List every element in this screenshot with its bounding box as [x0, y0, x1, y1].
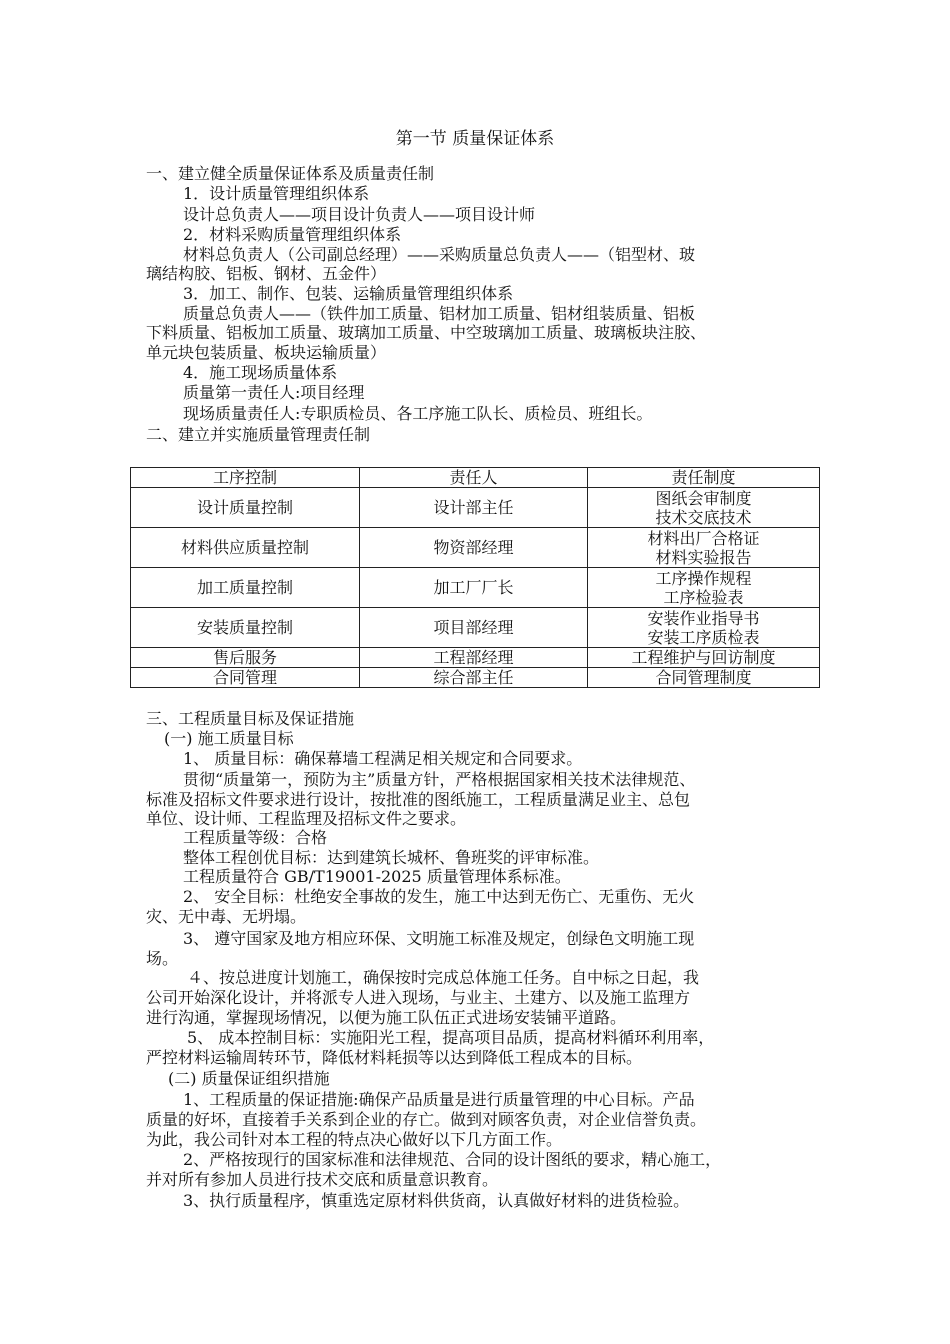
responsibility-table	[130, 467, 820, 688]
paragraph-line: ４、按总进度计划施工，确保按时完成总体施工任务。自中标之日起，我	[187, 968, 700, 987]
table-cell-process: 售后服务	[131, 648, 360, 668]
table-row	[131, 608, 820, 648]
paragraph-line: 工程质量符合 GB/T19001-2025 质量管理体系标准。	[183, 867, 571, 886]
table-cell-line: 图纸会审制度	[655, 488, 752, 508]
table-cell-owner: 设计部主任	[360, 488, 588, 528]
paragraph-line: 现场质量责任人:专职质检员、各工序施工队长、质检员、班组长。	[183, 404, 653, 423]
table-cell-system	[588, 568, 820, 608]
table-cell-process: 安装质量控制	[131, 608, 360, 648]
table-cell-owner: 加工厂厂长	[360, 568, 588, 608]
table-header: 工序控制	[131, 468, 360, 488]
table-header-row	[131, 468, 820, 488]
table-cell-process: 合同管理	[131, 668, 360, 688]
table-cell-owner: 工程部经理	[360, 648, 588, 668]
paragraph-line: 灾、无中毒、无坍塌。	[146, 907, 307, 926]
table-cell-system	[588, 488, 820, 528]
table-header: 责任人	[360, 468, 588, 488]
table-row	[131, 648, 820, 668]
paragraph-line: 公司开始深化设计，并将派专人进入现场，与业主、土建方、以及施工监理方	[146, 988, 691, 1007]
section2-heading: 二、建立并实施质量管理责任制	[146, 425, 371, 444]
table-cell-line: 材料实验报告	[655, 547, 752, 567]
table-cell-system: 合同管理制度	[588, 668, 820, 688]
table-row	[131, 528, 820, 568]
table-cell-line: 安装工序质检表	[647, 627, 760, 647]
paragraph-line: 严控材料运输周转环节，降低材料耗损等以达到降低工程成本的目标。	[146, 1048, 643, 1067]
paragraph-line: 单元块包装质量、板块运输质量）	[146, 343, 387, 362]
paragraph-line: 2、严格按现行的国家标准和法律规范、合同的设计图纸的要求，精心施工，	[183, 1150, 722, 1169]
subsection-heading: (一) 施工质量目标	[164, 729, 294, 748]
table-cell-owner: 综合部主任	[360, 668, 588, 688]
paragraph-line: 3、 遵守国家及地方相应环保、文明施工标准及规定，创绿色文明施工现	[183, 929, 695, 948]
table-row	[131, 668, 820, 688]
paragraph-line: 质量的好坏，直接着手关系到企业的存亡。做到对顾客负责，对企业信誉负责。	[146, 1110, 707, 1129]
paragraph-line: 1．设计质量管理组织体系	[183, 184, 370, 203]
table-cell-process: 材料供应质量控制	[131, 528, 360, 568]
paragraph-line: 场。	[146, 949, 179, 968]
paragraph-line: 璃结构胶、铝板、钢材、五金件）	[146, 264, 387, 283]
paragraph-line: 3、执行质量程序，慎重选定原材料供货商，认真做好材料的进货检验。	[183, 1191, 690, 1210]
paragraph-line: 下料质量、铝板加工质量、玻璃加工质量、中空玻璃加工质量、玻璃板块注胶、	[146, 323, 707, 342]
table-cell-line: 安装作业指导书	[647, 608, 760, 628]
table-cell-process: 加工质量控制	[131, 568, 360, 608]
table-cell-line: 工序检验表	[663, 587, 744, 607]
table-cell-line: 技术交底技术	[655, 507, 752, 527]
table-cell-system	[588, 528, 820, 568]
page-title: 第一节 质量保证体系	[395, 129, 555, 149]
paragraph-line: 质量总负责人——（铁件加工质量、铝材加工质量、铝材组装质量、铝板	[183, 304, 696, 323]
section1-heading: 一、建立健全质量保证体系及质量责任制	[146, 164, 435, 183]
table-cell-owner: 物资部经理	[360, 528, 588, 568]
paragraph-line: 1、 质量目标：确保幕墙工程满足相关规定和合同要求。	[183, 749, 583, 768]
paragraph-line: 贯彻“质量第一，预防为主”质量方针，严格根据国家相关技术法律规范、	[183, 770, 696, 789]
table-cell-line: 工序操作规程	[655, 568, 752, 588]
paragraph-line: 工程质量等级：合格	[183, 828, 328, 847]
paragraph-line: 整体工程创优目标：达到建筑长城杯、鲁班奖的评审标准。	[183, 848, 600, 867]
paragraph-line: 标准及招标文件要求进行设计，按批准的图纸施工，工程质量满足业主、总包	[146, 790, 691, 809]
table-cell-owner: 项目部经理	[360, 608, 588, 648]
paragraph-line: 进行沟通，掌握现场情况，以便为施工队伍正式进场安装铺平道路。	[146, 1008, 627, 1027]
paragraph-line: 材料总负责人（公司副总经理）——采购质量总负责人——（铝型材、玻	[183, 245, 696, 264]
paragraph-line: 2．材料采购质量管理组织体系	[183, 225, 402, 244]
table-cell-line: 材料出厂合格证	[647, 528, 760, 548]
paragraph-line: 2、 安全目标：杜绝安全事故的发生，施工中达到无伤亡、无重伤、无火	[183, 887, 695, 906]
table-header: 责任制度	[588, 468, 820, 488]
paragraph-line: 单位、设计师、工程监理及招标文件之要求。	[146, 809, 467, 828]
paragraph-line: 设计总负责人——项目设计负责人——项目设计师	[183, 205, 536, 224]
table-cell-system: 工程维护与回访制度	[588, 648, 820, 668]
subsection-heading: (二) 质量保证组织措施	[168, 1069, 330, 1088]
paragraph-line: 4．施工现场质量体系	[183, 363, 338, 382]
table-row	[131, 488, 820, 528]
section3-heading: 三、工程质量目标及保证措施	[146, 709, 355, 728]
paragraph-line: 为此，我公司针对本工程的特点决心做好以下几方面工作。	[146, 1130, 563, 1149]
paragraph-line: 5、 成本控制目标：实施阳光工程，提高项目品质，提高材料循环利用率，	[187, 1028, 715, 1047]
paragraph-line: 质量第一责任人:项目经理	[183, 383, 365, 402]
paragraph-line: 并对所有参加人员进行技术交底和质量意识教育。	[146, 1170, 499, 1189]
table-cell-process: 设计质量控制	[131, 488, 360, 528]
paragraph-line: 1、工程质量的保证措施:确保产品质量是进行质量管理的中心目标。产品	[183, 1090, 695, 1109]
table-cell-system	[588, 608, 820, 648]
paragraph-line: 3．加工、制作、包装、运输质量管理组织体系	[183, 284, 514, 303]
table-row	[131, 568, 820, 608]
